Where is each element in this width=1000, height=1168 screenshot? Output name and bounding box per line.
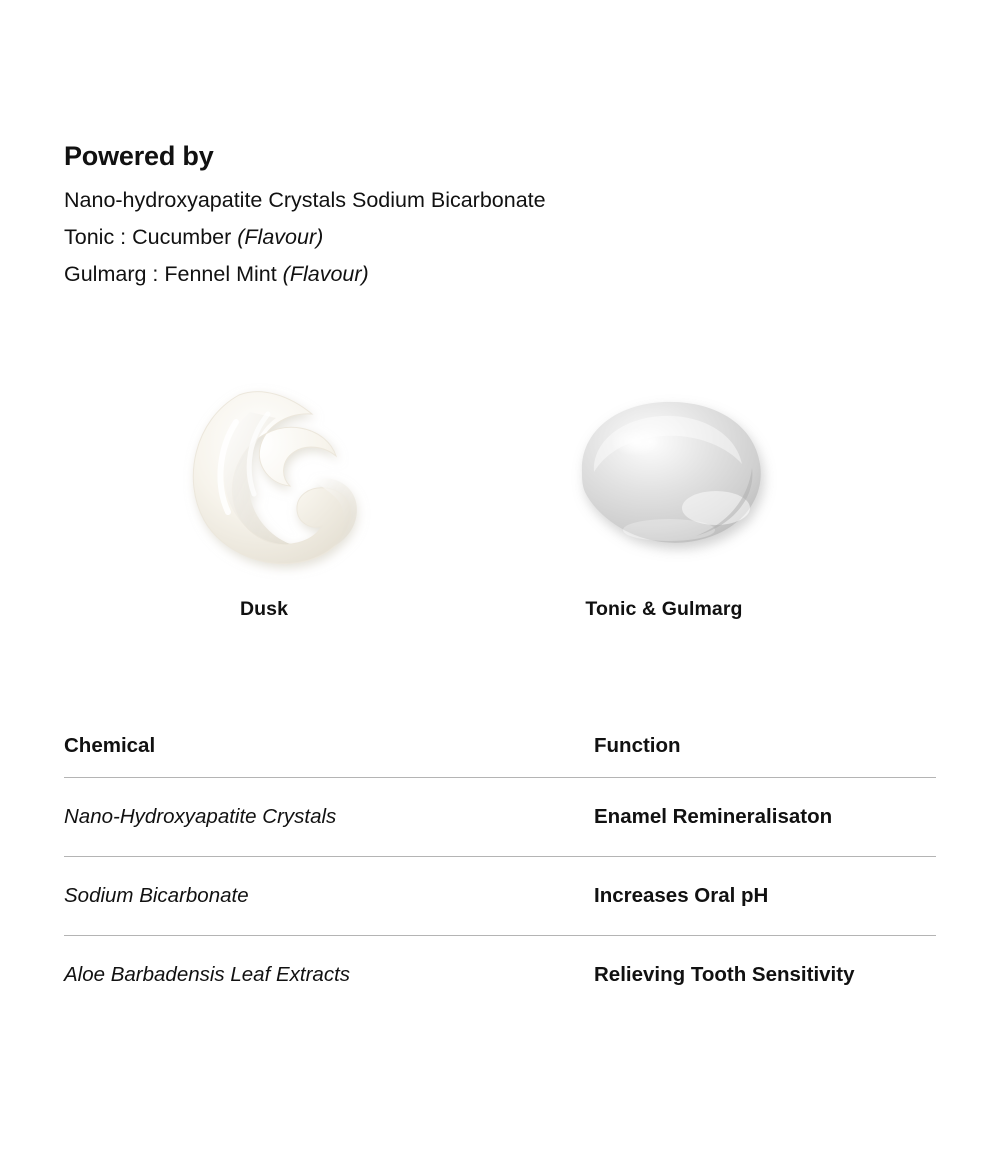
cell-function: Relieving Tooth Sensitivity bbox=[594, 963, 855, 986]
column-header-function: Function bbox=[594, 734, 681, 757]
ingredient-line-1: Nano-hydroxyapatite Crystals Sodium Bicarbonate bbox=[64, 188, 546, 213]
gulmarg-flavour-name: Gulmarg : Fennel Mint bbox=[64, 262, 283, 287]
gulmarg-flavour-note: (Flavour) bbox=[282, 262, 369, 287]
cell-function: Increases Oral pH bbox=[594, 884, 769, 907]
page-title: Powered by bbox=[64, 141, 214, 171]
cell-chemical: Aloe Barbadensis Leaf Extracts bbox=[64, 963, 351, 986]
column-header-chemical: Chemical bbox=[64, 734, 156, 757]
table-row bbox=[64, 777, 936, 856]
table-header-row bbox=[64, 715, 936, 777]
tonic-flavour-note: (Flavour) bbox=[237, 225, 324, 250]
swatch-label-dusk: Dusk bbox=[239, 598, 289, 620]
swatch-dusk bbox=[64, 360, 464, 640]
cell-function: Enamel Remineralisaton bbox=[594, 805, 833, 828]
swatch-label-tonic-gulmarg: Tonic & Gulmarg bbox=[585, 598, 743, 620]
gel-droplet-swatch-icon bbox=[464, 360, 864, 590]
powered-by-section bbox=[64, 140, 944, 293]
cream-swatch-icon bbox=[64, 360, 464, 590]
table-row bbox=[64, 856, 936, 935]
tonic-flavour-name: Tonic : Cucumber bbox=[64, 225, 238, 250]
ingredient-line-3 bbox=[64, 256, 944, 293]
table-row bbox=[64, 935, 936, 1014]
ingredient-function-table bbox=[64, 715, 936, 1014]
ingredient-line-2 bbox=[64, 219, 944, 256]
cell-chemical: Sodium Bicarbonate bbox=[64, 884, 249, 907]
swatch-row bbox=[64, 360, 944, 640]
swatch-tonic-gulmarg bbox=[464, 360, 864, 640]
cell-chemical: Nano-Hydroxyapatite Crystals bbox=[64, 805, 337, 828]
